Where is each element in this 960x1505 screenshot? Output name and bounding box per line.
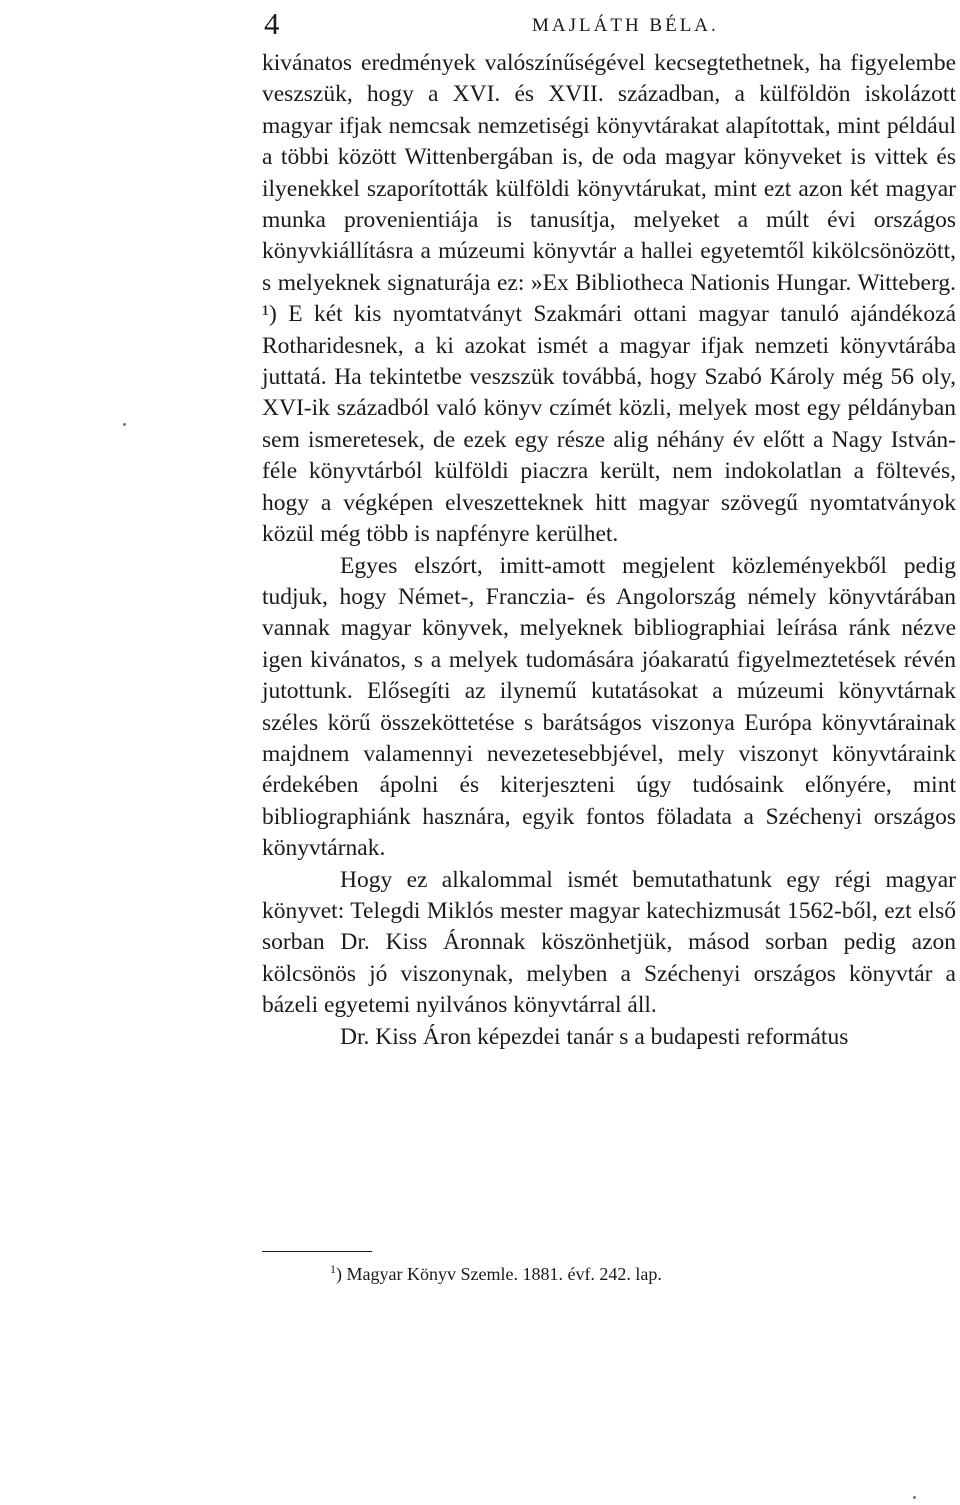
paragraph-3: Hogy ez alkalommal ismét bemutathatunk egy régi magyar könyvet: Telegdi Miklós mester magyar katechizmusát 1562-ből, ezt első sorban Dr. Kiss Áronnak köszönhetjük, másod sorban pedig azon kölcsönös jó viszonynak, melyben a Széchenyi országos könyvtár a bázeli egyetemi nyilvános könyvtárral áll. [262,866,956,1019]
footnote-text: ) Magyar Könyv Szemle. 1881. évf. 242. lap. [336,1264,662,1284]
page-number: 4 [264,6,280,41]
paragraph-4: Dr. Kiss Áron képezdei tanár s a budapesti református [340,1023,849,1050]
body-text [262,48,956,1053]
print-speck [913,1496,916,1499]
footnote [330,1262,950,1286]
paragraph-2: Egyes elszórt, imitt-amott megjelent közleményekből pedig tudjuk, hogy Német-, Francziа- és Angolország némely könyvtárában vannak magyar könyvek, melyeknek bibliographiai leírása ránk nézve igen kivánatos, s a melyek tudomására jóakaratú figyelmeztetések révén jutottunk. Elősegíti az ilynemű kutatásokat a múzeumi könyvtárnak széles körű összeköttetése s barátságos viszonya Európa könyvtárainak majdnem valamennyi nevezetesebbjével, mely viszonyt könyvtáraink érdekében ápolni és kiterjeszteni úgy tudósaink előnyére, mint bibliographiánk hasznára, egyik fontos föladata a Széchenyi országos könyvtárnak. [262,552,956,862]
footnote-rule [262,1251,372,1252]
footnote-mark: 1 [330,1262,336,1276]
page-header [262,6,956,46]
running-head: MAJLÁTH BÉLA. [532,15,719,36]
print-speck [123,423,126,426]
paragraph-1: kivánatos eredmények valószínűségével kecsegtethetnek, ha figyelembe veszszük, hogy a XVI. és XVII. században, a külföldön iskolázott magyar ifjak nemcsak nemzetiségi könyvtárakat alapítottak, mint például a többi között Wittenbergában is, de oda magyar könyveket is vittek és ilyenekkel szaporították külföldi könyvtárukat, mint ezt azon két magyar munka provenientiája is tanusítja, melyeket a múlt évi országos könyvkiállításra a múzeumi könyvtár a hallei egyetemtől kikölcsönözött, s melyeknek signaturája ez: »Ex Bibliotheca Nationis Hungar. Witteberg. ¹) E két kis nyomtatványt Szakmári ottani magyar tanuló ajándékozá Rotharidesnek, a ki azokat ismét a magyar ifjak nemzeti könyvtárába juttatá. Ha tekintetbe veszszük továbbá, hogy Szabó Károly még 56 oly, XVI-ik századból való könyv czímét közli, melyek most egy példányban sem ismeretesek, de ezek egy része alig néhány év előtt a Nagy István-féle könyvtárból külföldi piaczra került, nem indokolatlan a föltevés, hogy a végképen elveszetteknek hitt magyar szövegű nyomtatványok közül még több is napfényre kerülhet. [262,50,956,548]
